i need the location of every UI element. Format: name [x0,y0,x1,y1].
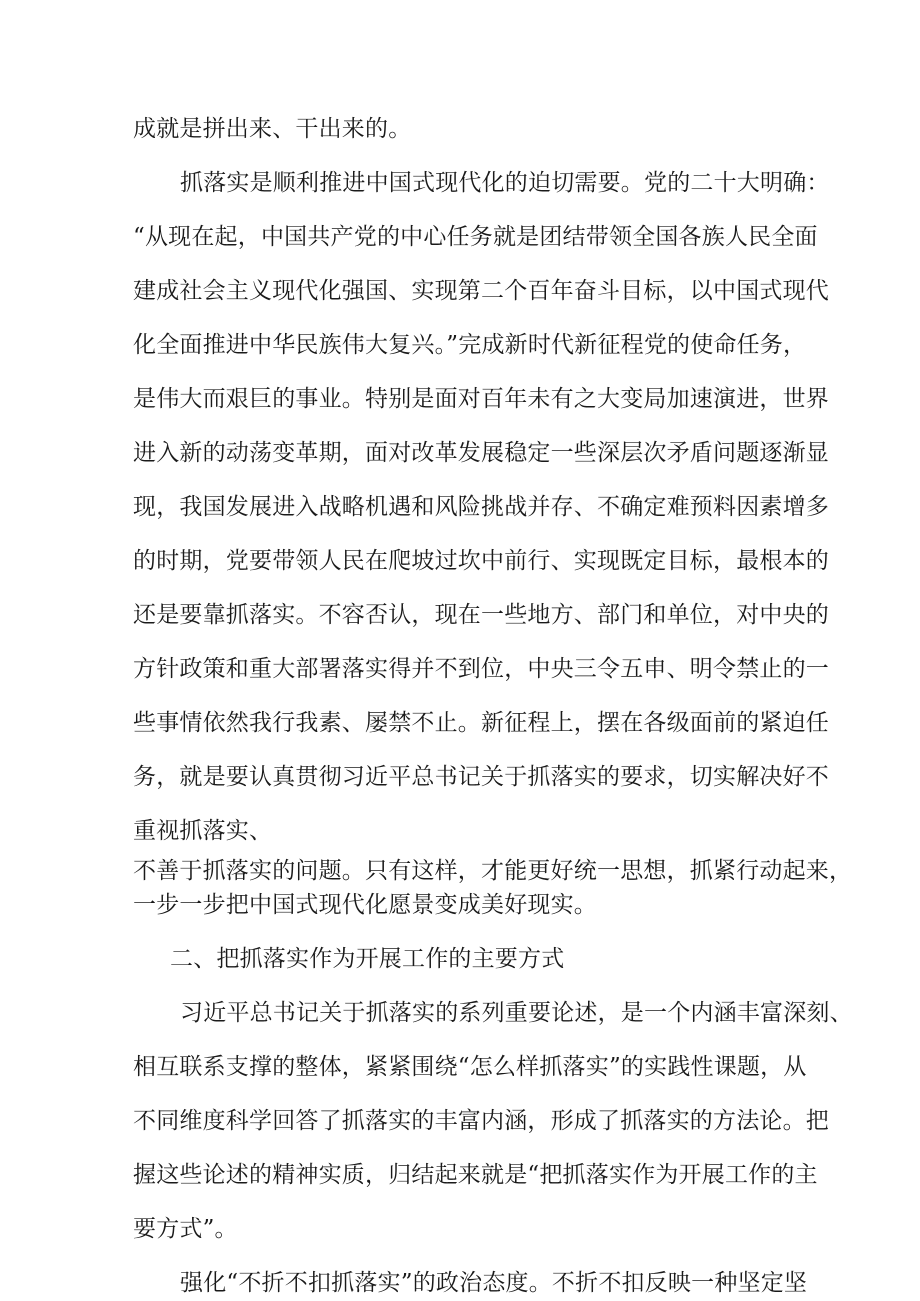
paragraph-line: 现，我国发展进入战略机遇和风险挑战并存、不确定难预料因素增多 [133,494,829,520]
paragraph-line: 进入新的动荡变革期，面对改革发展稳定一些深层次矛盾问题逐渐显 [133,440,829,466]
paragraph-line: 是伟大而艰巨的事业。特别是面对百年未有之大变局加速演进，世界 [133,386,829,412]
paragraph-line: 务，就是要认真贯彻习近平总书记关于抓落实的要求，切实解决好不 [133,764,829,790]
paragraph-line: 相互联系支撑的整体，紧紧围绕“怎么样抓落实”的实践性课题，从 [133,1054,807,1080]
paragraph-line: 一步一步把中国式现代化愿景变成美好现实。 [133,892,597,918]
paragraph-line: 重视抓落实、 [133,818,273,844]
paragraph-line: 还是要靠抓落实。不容否认，现在一些地方、部门和单位，对中央的 [133,602,829,628]
paragraph-line: 不同维度科学回答了抓落实的丰富内涵，形成了抓落实的方法论。把 [133,1108,829,1134]
paragraph-line: 的时期，党要带领人民在爬坡过坎中前行、实现既定目标，最根本的 [133,548,829,574]
paragraph-line: 不善于抓落实的问题。只有这样，才能更好统一思想，抓紧行动起来， [133,858,853,884]
section-heading: 二、把抓落实作为开展工作的主要方式 [170,946,565,972]
paragraph-line: 要方式”。 [133,1216,238,1242]
paragraph-line: “从现在起，中国共产党的中心任务就是团结带领全国各族人民全面 [133,224,818,250]
paragraph-line: 建成社会主义现代化强国、实现第二个百年奋斗目标，以中国式现代 [133,278,829,304]
paragraph-line: 成就是拼出来、干出来的。 [133,116,412,142]
paragraph-line: 抓落实是顺利推进中国式现代化的迫切需要。党的二十大明确： [180,170,830,196]
paragraph-line: 方针政策和重大部署落实得并不到位，中央三令五申、明令禁止的一 [133,656,829,682]
paragraph-line: 握这些论述的精神实质，归结起来就是“把抓落实作为开展工作的主 [133,1162,818,1188]
paragraph-line: 强化“不折不扣抓落实”的政治态度。不折不扣反映一种坚定坚 [180,1270,808,1296]
paragraph-line: 习近平总书记关于抓落实的系列重要论述，是一个内涵丰富深刻、 [180,1000,853,1026]
paragraph-line: 化全面推进中华民族伟大复兴。”完成新时代新征程党的使命任务， [133,332,807,358]
paragraph-line: 些事情依然我行我素、屡禁不止。新征程上，摆在各级面前的紧迫任 [133,710,829,736]
